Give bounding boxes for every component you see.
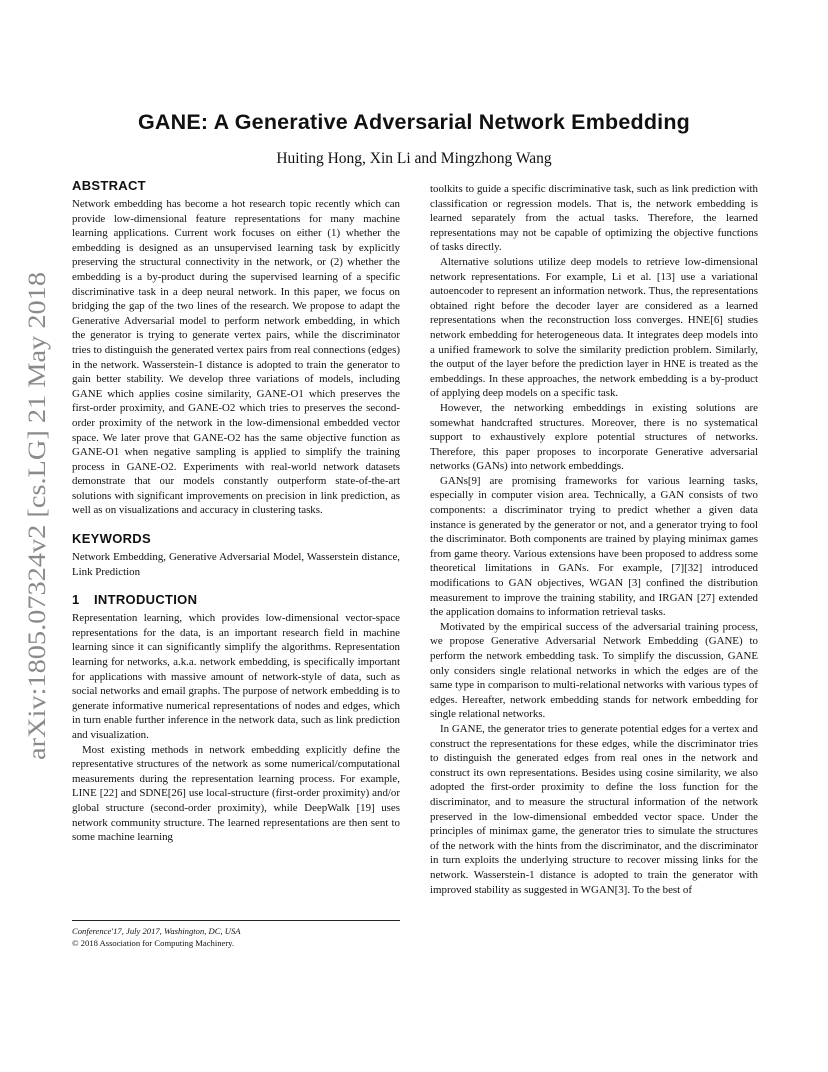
right-column [430, 182, 758, 897]
paper-title: GANE: A Generative Adversarial Network Embedding [137, 110, 691, 134]
arxiv-id-text: arXiv:1805.07324v2 [cs.LG] 21 May 2018 [22, 320, 51, 760]
section-title: INTRODUCTION [94, 592, 198, 608]
arxiv-identifier-stamp [22, 270, 52, 760]
intro-paragraph-3: toolkits to guide a specific discriminative task, such as link prediction with classification or regression models. That is, the network embedding is learned separately from the actual tasks. Therefore, the learned representations may not be capable of optimizing the objective functions of tasks directly. [430, 183, 758, 254]
footnote-rule [72, 920, 400, 921]
abstract-text: Network embedding has become a hot research topic recently which can provide low-dimensional feature representations for many machine learning applications. Current work focuses on either (1) whether the embedding is designed as an unsupervised learning task by explicitly preserving the structural connectivity in the network, or (2) whether the embedding is a by-product during the supervised learning of a specific discriminative task in a deep neural network. In this paper, we focus on bridging the gap of the two lines of the research. We propose to adapt the Generative Adversarial model to perform network embedding, in which the generator is trying to generate vertex pairs, while the discriminator tries to distinguish the generated vertex pairs from real connections (edges) in the network. Wasserstein-1 distance is adopted to train the generator to gain better stability. We develop three variations of models, including GANE which applies cosine similarity, GANE-O1 which preserves the first-order proximity, and GANE-O2 which tries to preserves the second-order proximity of the network in the low-dimensional embedded vector space. We later prove that GANE-O2 has the same objective function as GANE-O1 when negative sampling is applied to simplify the training process in GANE-O2. Experiments with real-world network datasets demonstrate that our models constantly outperform state-of-the-art solutions with significant improvements on precision in link prediction, as well as on visualizations and accuracy in clustering tasks. [72, 198, 400, 517]
intro-paragraph-7: Motivated by the empirical success of the adversarial training process, we propose Generative Adversarial Network Embedding (GANE) to perform the network embedding task. To simplify the discussion, GANE only considers single relational networks in which the edges are of the same type in comparison to multi-relational networks with various types of edges. Hereafter, network embedding stands for network embedding for single relational networks. [430, 620, 758, 721]
conference-info: Conference'17, July 2017, Washington, DC, USA [72, 926, 241, 936]
keywords-text: Network Embedding, Generative Adversarial Model, Wasserstein distance, Link Prediction [72, 551, 400, 578]
paper-authors: Huiting Hong, Xin Li and Mingzhong Wang [276, 150, 552, 167]
copyright-notice: © 2018 Association for Computing Machinery. [72, 937, 235, 948]
intro-paragraph-4: Alternative solutions utilize deep models to retrieve low-dimensional network representations. For example, Li et al. [13] use a variational autoencoder to represent an information network. Thus, the representations obtained right before the decoder layer are considered as a learned representations when the reconstruction loss converges. HNE[6] studies network embedding for heterogeneous data. It integrates deep models into a unified framework to solve the similarity prediction problem. Similarly, the output of the layer before the prediction layer in HNE is treated as the embeddings. In these approaches, the network embedding is a by-product of applying deep models on a specific task. [430, 255, 758, 400]
keywords-heading: KEYWORDS [72, 531, 151, 547]
intro-paragraph-2: Most existing methods in network embedding explicitly define the representative structures of the network as some numerical/computational measurements during the representation learning process. For example, LINE [22] and SDNE[26] use local-structure (first-order proximity) and/or global structure (second-order proximity), while DeepWalk [19] uses network community structure. The learned representations are then sent to some machine learning [72, 743, 400, 844]
intro-paragraph-5: However, the networking embeddings in existing solutions are somewhat handcrafted structures. Moreover, there is no systematical support to exhaustively explore potential structures of networks. Therefore, this paper proposes to incorporate Generative adversarial networks (GANs) into network embeddings. [430, 401, 758, 473]
section-number: 1 [72, 592, 80, 608]
footnote [72, 920, 400, 949]
intro-paragraph-1: Representation learning, which provides low-dimensional vector-space representations for the data, is an important research field in machine learning since it can significantly simplify the algorithms. Representation learning for networks, a.k.a. network embedding, is specifically important for applications with massive amount of network-style of data, such as social networks and email graphs. The purpose of network embedding is to generate informative numerical representations of nodes and edges, which in turn enable further inference in the network data, such as link prediction and visualization. [72, 612, 400, 741]
introduction-heading [72, 592, 400, 608]
abstract-heading: ABSTRACT [72, 178, 146, 193]
intro-paragraph-8: In GANE, the generator tries to generate potential edges for a vertex and construct the representations for these edges, while the discriminator tries to distinguish the generated edges from real ones in the network and construct its own representations. Besides using cosine similarity, we also adopted the first-order proximity to define the loss function for the discriminator, and to measure the structural information of the network preserved in the low-dimensional embedded vector space. Under the principles of minimax game, the generator tries to simulate the structures of the network with the hints from the discriminator, and the discriminator in turn exploits the underlying structure to recover missing links for the network. Wasserstein-1 distance is adopted to train the generator with improved stability as suggested in WGAN[3]. To the best of [430, 722, 758, 896]
intro-paragraph-6: GANs[9] are promising frameworks for various learning tasks, especially in computer vision area. Technically, a GAN consists of two components: a discriminator trying to predict whether a given data instance is generated by the generator or not, and a generator trying to fool the discriminator. Both components are trained by playing minimax games from game theory. Various extensions have been proposed to address some theoretical limitations in GANs. For example, [7][32] introduced modifications to GAN objectives, WGAN [3] confined the distribution measurement to improve the training stability, and IRGAN [27] extended the application domains to information retrieval tasks. [430, 474, 758, 619]
left-column [72, 178, 400, 845]
